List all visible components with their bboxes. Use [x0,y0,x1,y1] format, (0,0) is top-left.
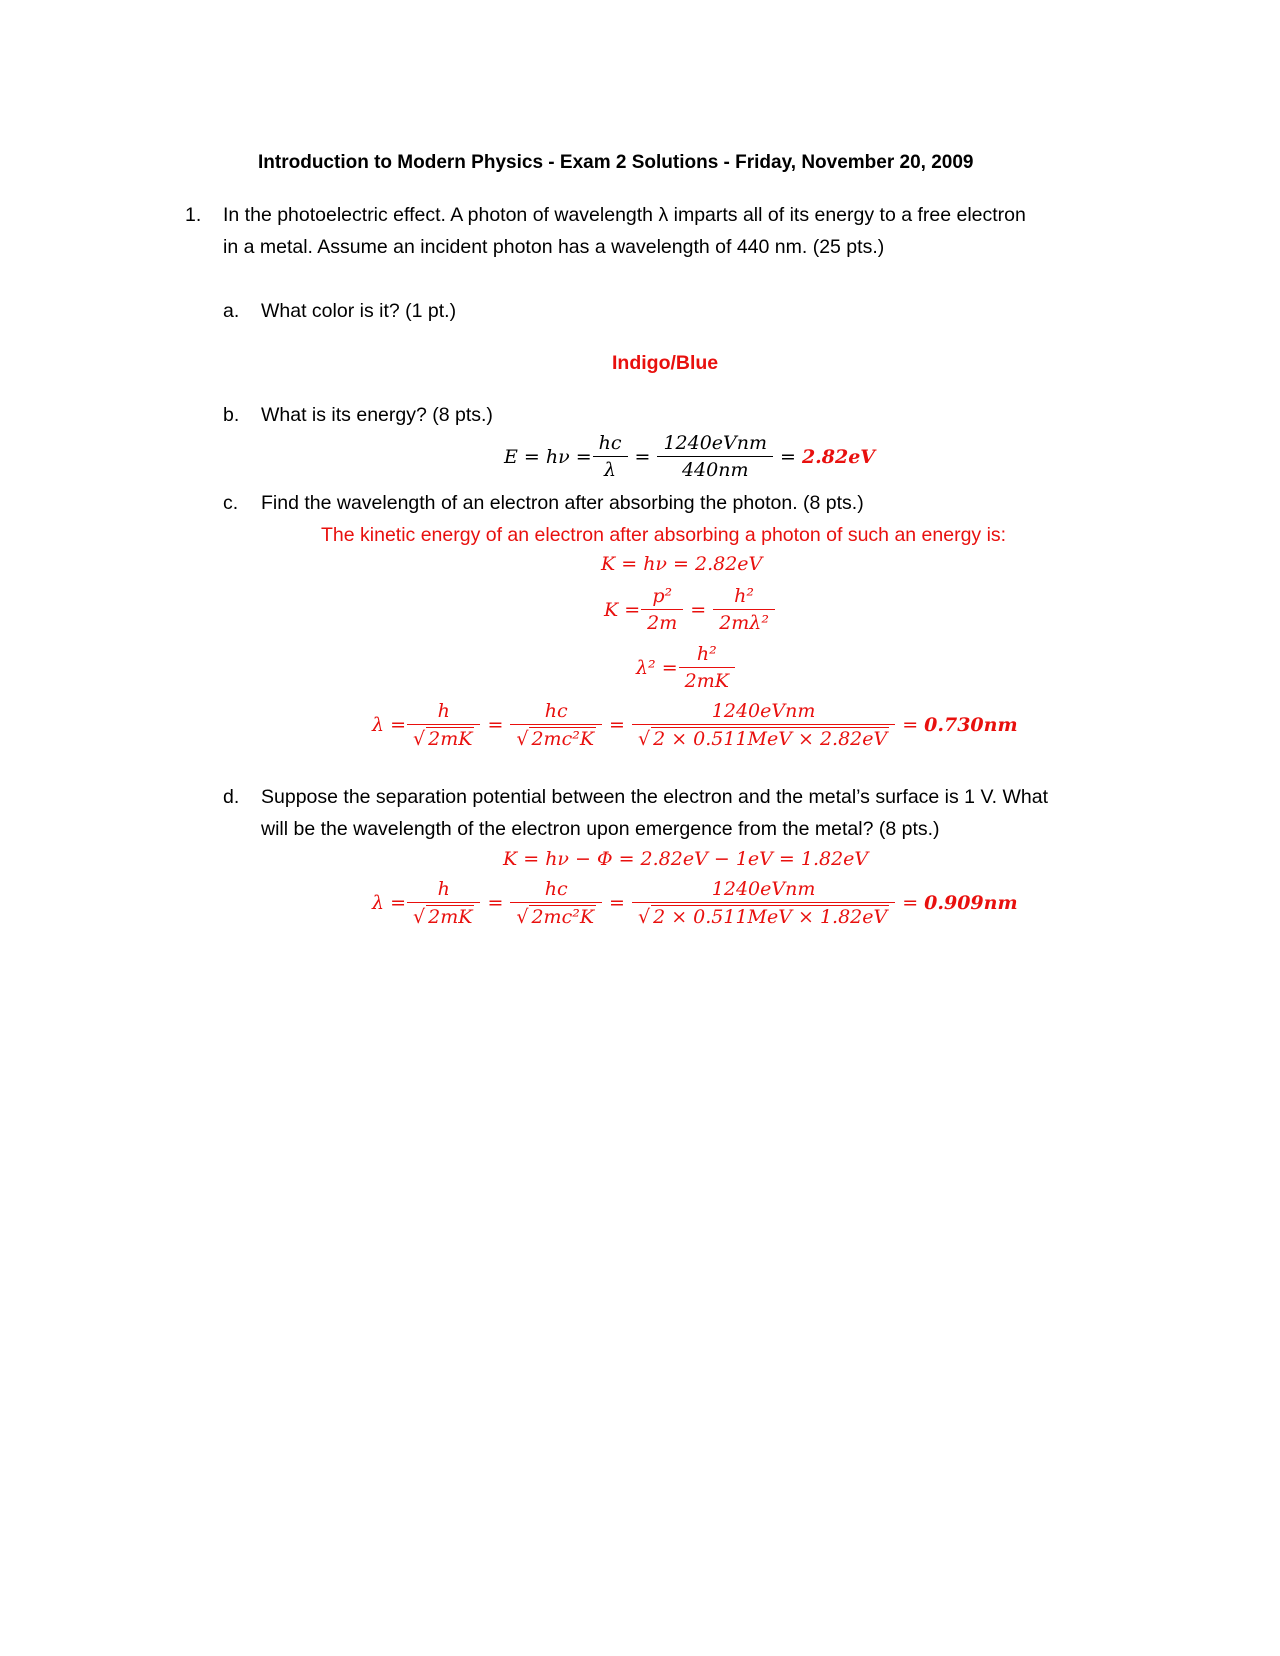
page-title: Introduction to Modern Physics - Exam 2 Solutions - Friday, November 20, 2009 [258,152,974,173]
part-b-energy-equation: E = hν = $\frac{hc}{\lambda}$ = $\frac{\text{1240eVnm}}{440nm}$ = 2.82eV [504,432,876,481]
fraction-1240-over-440: $\frac{\text{1240eVnm}}{440nm}$ [660,432,770,481]
part-c-result: 0.730nm [924,714,1018,736]
part-d-label: d. [223,786,240,808]
question-text-line1: In the photoelectric effect. A photon of wavelength λ imparts all of its energy to a free electron [223,204,1026,226]
part-a-answer: Indigo/Blue [612,352,719,374]
part-c-question: Find the wavelength of an electron after absorbing the photon. (8 pts.) [261,492,864,514]
part-a-label: a. [223,300,240,322]
part-d-eq2: λ = h √ 2mK = hc √ 2mc²K = 1240eVnm √ 2 × 0.511MeV × 1.82eV = 0.909nm [372,878,1018,928]
part-d-eq1: K = hν − Φ = 2.82eV − 1eV = 1.82eV [503,848,869,870]
part-c-eq2: K = $\frac{\text{p²}}{2m}$ = $\frac{\text{h²}}{\text{2mλ²}}$ [604,585,776,634]
part-b-label: b. [223,404,240,426]
part-b-result: 2.82eV [801,445,876,468]
part-c-eq4: λ = h √ 2mK = hc √ 2mc²K = 1240eVnm √ 2 × 0.511MeV × 2.82eV = 0.730nm [372,700,1018,750]
part-d-line2: will be the wavelength of the electron upon emergence from the metal? (8 pts.) [261,818,940,840]
part-c-note: The kinetic energy of an electron after absorbing a photon of such an energy is: [321,524,1007,546]
question-text-line2: in a metal. Assume an incident photon has a wavelength of 440 nm. (25 pts.) [223,236,885,258]
part-a-question: What color is it? (1 pt.) [261,300,457,322]
eq-lhs: E = hν = [504,445,592,468]
part-d-result: 0.909nm [924,892,1018,914]
part-d-line1: Suppose the separation potential between the electron and the metal’s surface is 1 V. What [261,786,1049,808]
fraction-hc-over-lambda: $\frac{hc}{\lambda}$ [596,432,625,481]
question-number: 1. [185,204,202,226]
part-c-eq3: λ² = $\frac{\text{h²}}{2mK}$ [636,643,736,692]
part-c-eq1: K = hν = 2.82eV [601,553,763,575]
part-b-question: What is its energy? (8 pts.) [261,404,493,426]
part-c-label: c. [223,492,239,514]
